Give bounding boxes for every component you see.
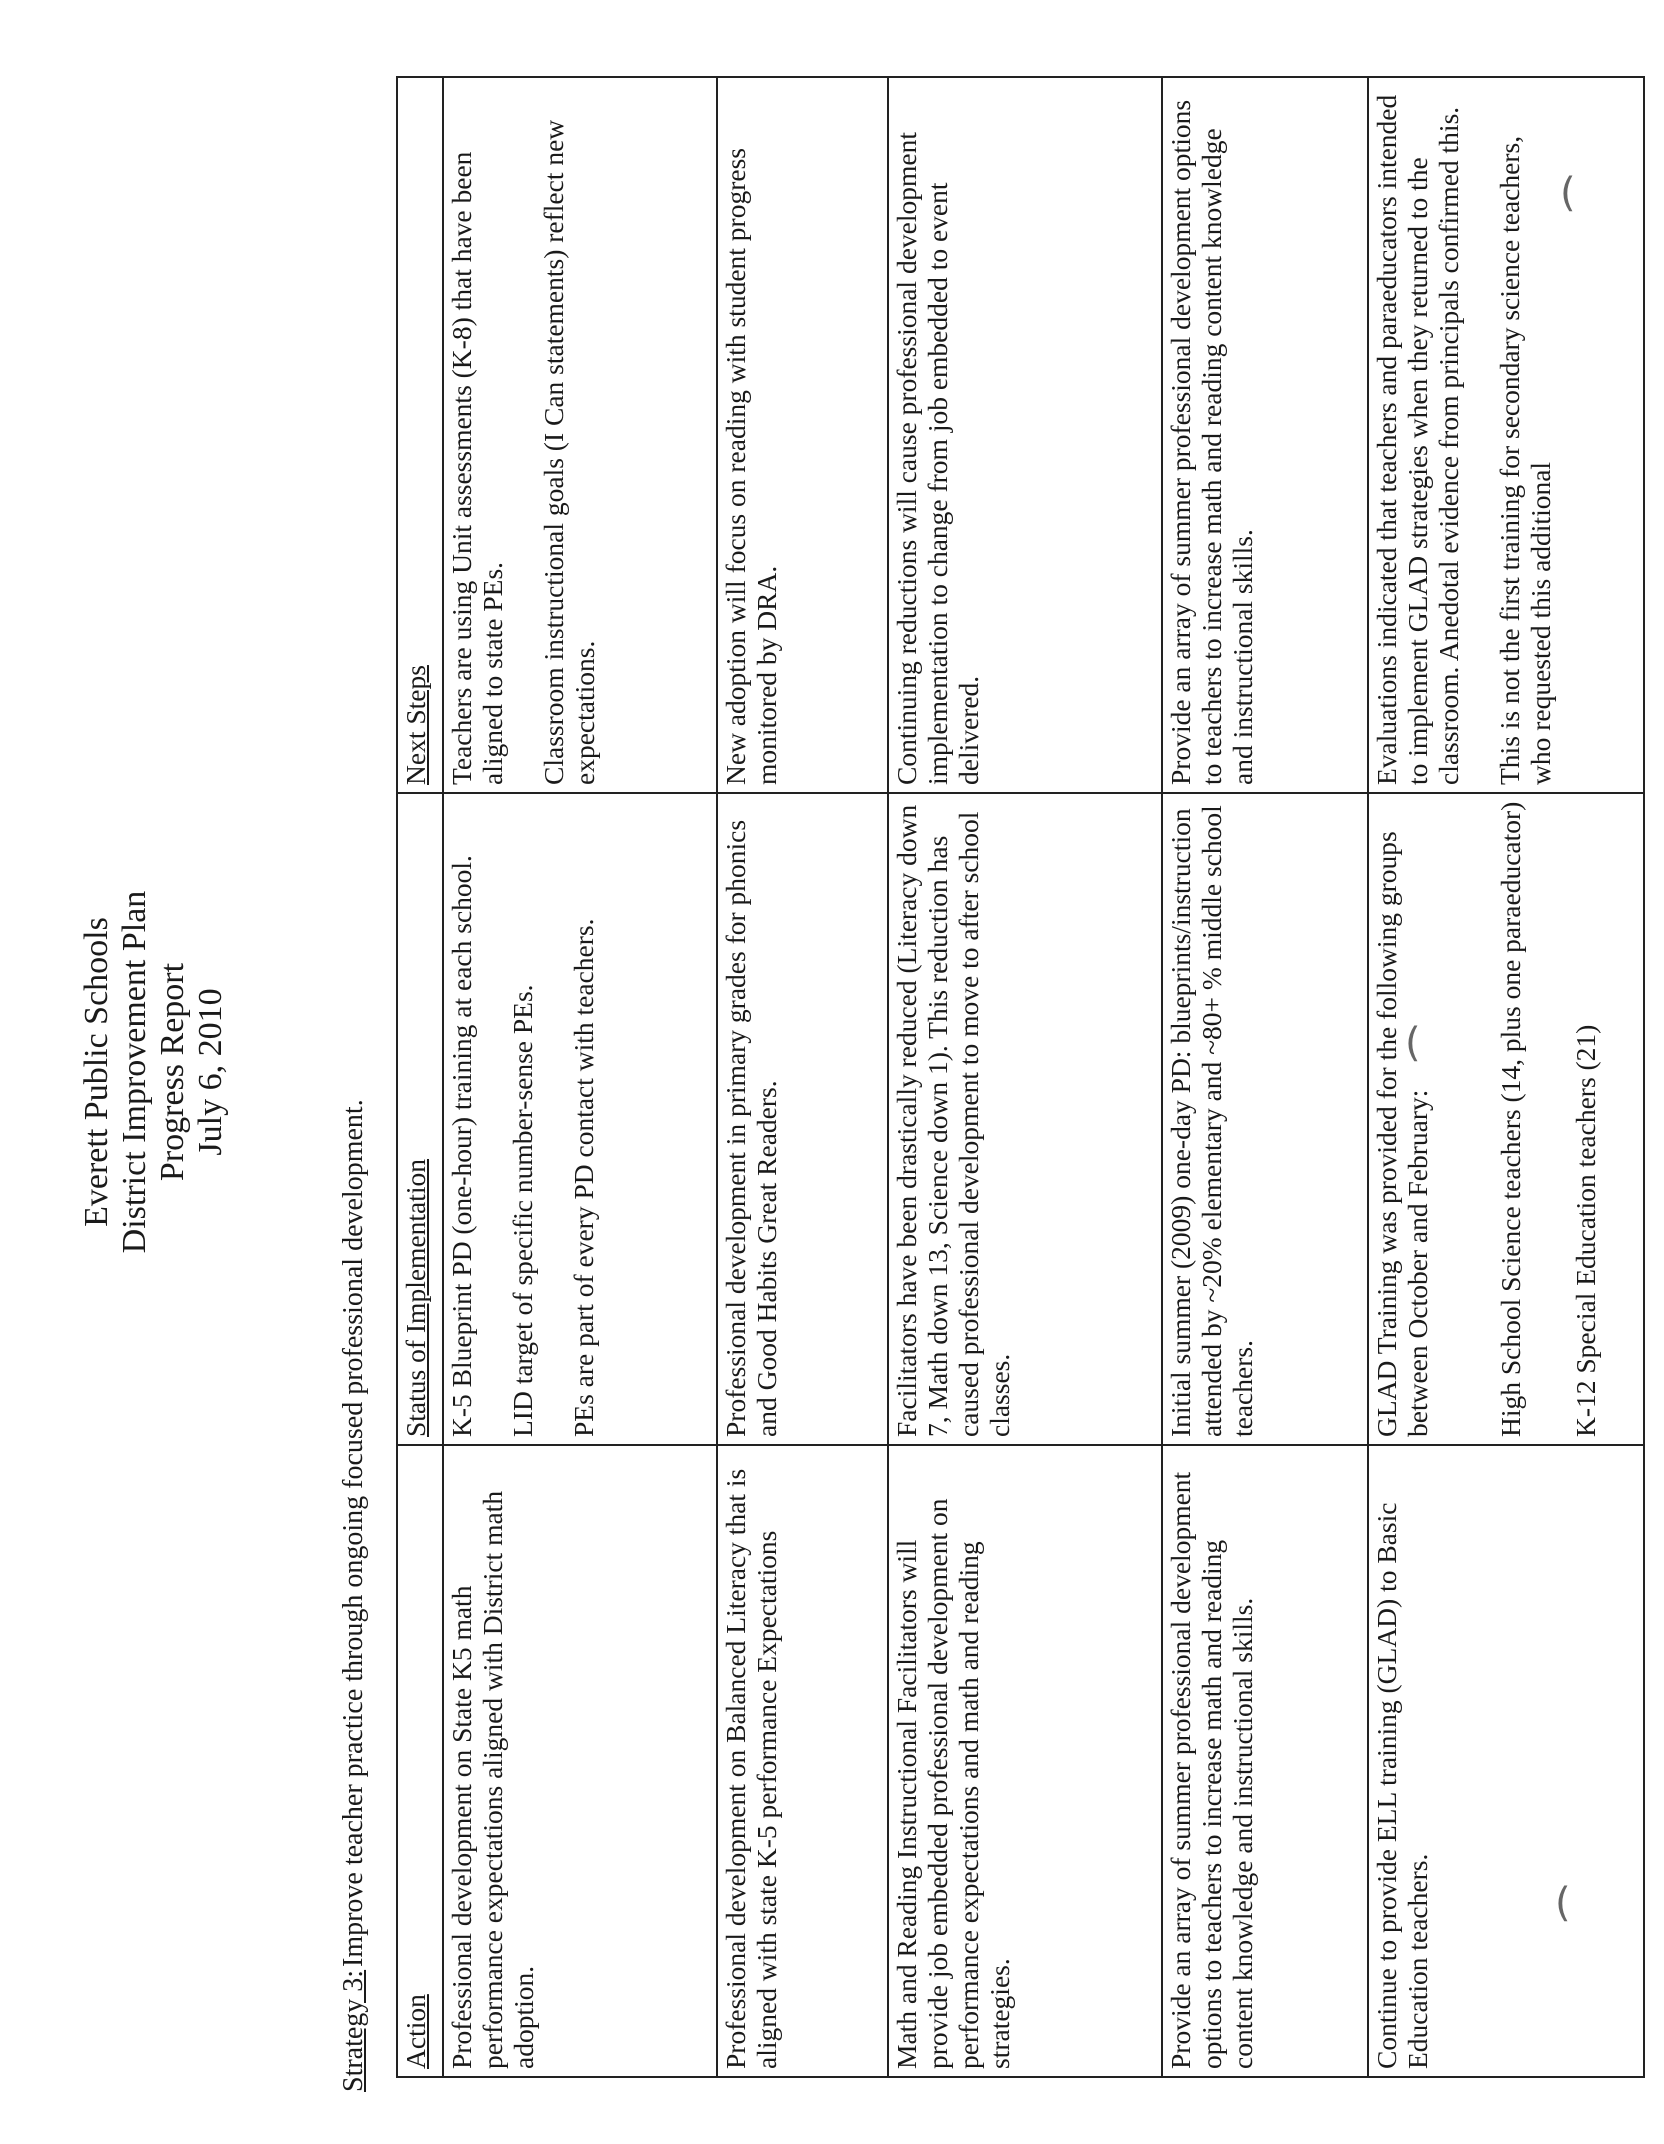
report-name: Progress Report xyxy=(154,962,191,1182)
status-cell xyxy=(1162,793,1368,1445)
next-text: Classroom instructional goals (I Can statements) reflect new expectations. xyxy=(538,119,600,785)
next-text: Continuing reductions will cause professional development implementation to change from job embedded to event delivered. xyxy=(891,132,984,785)
next-text: This is not the first training for secondary science teachers, who requested this additional xyxy=(1494,135,1556,785)
progress-table xyxy=(396,76,1645,2078)
strategy-line xyxy=(338,1099,370,2092)
next-steps-cell xyxy=(888,77,1162,793)
district-name: Everett Public Schools xyxy=(78,917,115,1227)
table-row xyxy=(1368,77,1644,2077)
status-text: Facilitators have been drastically reduced (Literacy down 7, Math down 13, Science down 1). This reduction has caused professional development to move to after school classes. xyxy=(891,804,1015,1437)
next-text: Evaluations indicated that teachers and paraeducators intended to implement GLAD strategies when they returned to the classroom. Anedotal evidence from principals confirmed this. xyxy=(1371,94,1464,785)
header-action: Action xyxy=(397,1445,443,2077)
table-row xyxy=(1162,77,1368,2077)
header-next-steps: Next Steps xyxy=(397,77,443,793)
action-cell: Continue to provide ELL training (GLAD) to Basic Education teachers. xyxy=(1368,1445,1644,2077)
status-cell xyxy=(443,793,717,1445)
scan-mark: ( xyxy=(1405,1020,1421,1066)
status-cell xyxy=(1368,793,1644,1445)
next-steps-cell xyxy=(1368,77,1644,793)
plan-name: District Improvement Plan xyxy=(116,890,153,1254)
table-row xyxy=(717,77,888,2077)
next-steps-cell xyxy=(443,77,717,793)
document-header xyxy=(78,0,230,2144)
table-row xyxy=(888,77,1162,2077)
status-text: Initial summer (2009) one-day PD: blueprints/instruction attended by ~20% elementary and ~80+ % middle school teachers. xyxy=(1165,805,1258,1437)
table-header-row xyxy=(397,77,443,2077)
status-text: High School Science teachers (14, plus one paraeducator) xyxy=(1495,801,1526,1437)
status-text: Professional development in primary grades for phonics and Good Habits Great Readers. xyxy=(720,819,782,1437)
scan-mark: ( xyxy=(1560,170,1576,216)
action-cell: Professional development on Balanced Literacy that is aligned with state K-5 performance Expectations xyxy=(717,1445,888,2077)
report-date: July 6, 2010 xyxy=(192,988,229,1156)
action-cell: Math and Reading Instructional Facilitators will provide job embedded professional development on performance expectations and math and reading strategies. xyxy=(888,1445,1162,2077)
status-text: K-5 Blueprint PD (one-hour) training at each school. xyxy=(446,855,477,1437)
header-status: Status of Implementation xyxy=(397,793,443,1445)
next-text: Teachers are using Unit assessments (K-8) that have been aligned to state PEs. xyxy=(446,151,508,785)
status-text: PEs are part of every PD contact with teachers. xyxy=(568,918,599,1437)
status-text: K-12 Special Education teachers (21) xyxy=(1570,1024,1601,1437)
scan-mark: ( xyxy=(1555,1880,1571,1926)
table-row xyxy=(443,77,717,2077)
status-cell xyxy=(888,793,1162,1445)
next-steps-cell xyxy=(1162,77,1368,793)
next-steps-cell xyxy=(717,77,888,793)
action-cell: Professional development on State K5 math performance expectations aligned with District math adoption. xyxy=(443,1445,717,2077)
action-cell: Provide an array of summer professional development options to teachers to increase math and reading content knowledge and instructional skills. xyxy=(1162,1445,1368,2077)
next-text: New adoption will focus on reading with student progress monitored by DRA. xyxy=(720,148,782,785)
strategy-label: Strategy 3: xyxy=(338,1969,369,2092)
status-text: GLAD Training was provided for the following groups between October and February: xyxy=(1371,831,1433,1437)
status-text: LID target of specific number-sense PEs. xyxy=(507,984,538,1437)
next-text: Provide an array of summer professional development options to teachers to increase math and reading content knowledge and instructional skills. xyxy=(1165,99,1258,785)
strategy-text: Improve teacher practice through ongoing focused professional development. xyxy=(338,1099,369,1967)
status-cell xyxy=(717,793,888,1445)
